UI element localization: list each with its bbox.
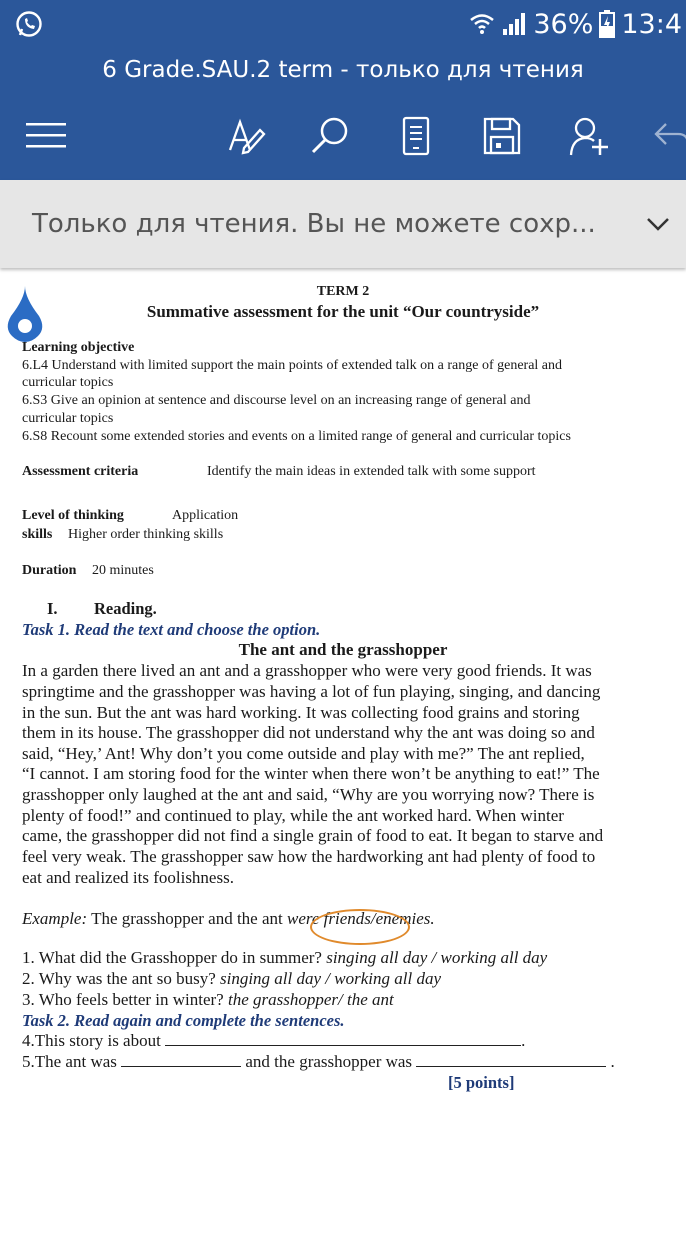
toolbar: [0, 92, 686, 180]
mobile-view-icon: [401, 116, 431, 156]
term-label: TERM 2: [316, 284, 370, 299]
question-3: 3. Who feels better in winter? the grasshopper/ the ant: [22, 990, 394, 1009]
skills-label: skills: [22, 527, 53, 542]
assessment-heading: Summative assessment for the unit “Our countryside”: [146, 302, 540, 321]
undo-icon: [650, 116, 686, 156]
learning-objective-label: Learning objective: [22, 340, 135, 355]
search-button[interactable]: [304, 110, 356, 162]
level-of-thinking-value: Application: [172, 508, 239, 523]
chevron-down-icon[interactable]: [640, 206, 676, 242]
task1-heading: Task 1. Read the text and choose the option.: [22, 620, 321, 639]
duration-value: 20 minutes: [92, 563, 154, 578]
objective-line: curricular topics: [22, 375, 114, 390]
task2-heading: Task 2. Read again and complete the sentences.: [22, 1011, 345, 1030]
water-drop-icon[interactable]: [4, 284, 46, 344]
whatsapp-icon: [14, 9, 44, 39]
skills-value: Higher order thinking skills: [68, 527, 224, 542]
menu-button[interactable]: [20, 110, 72, 162]
objective-line: 6.S8 Recount some extended stories and events on a limited range of general and curricular topics: [22, 429, 571, 444]
example-text: The grasshopper and the ant: [87, 909, 287, 928]
mobile-view-button[interactable]: [390, 110, 442, 162]
search-icon: [309, 115, 351, 157]
question-2: 2. Why was the ant so busy? singing all day / working all day: [22, 969, 441, 988]
signal-icon: [501, 11, 527, 37]
level-of-thinking-label: Level of thinking: [22, 508, 124, 523]
assessment-criteria-label: Assessment criteria: [22, 464, 139, 479]
story-line: feel very weak. The grasshopper saw how the hardworking ant had plenty of food to: [22, 847, 596, 866]
story-line: In a garden there lived an ant and a grasshopper who were very good friends. It was: [22, 661, 592, 680]
story-line: eat and realized its foolishness.: [22, 868, 234, 887]
battery-icon: [599, 10, 615, 38]
share-button[interactable]: [564, 110, 616, 162]
story-title: The ant and the grasshopper: [238, 640, 448, 659]
menu-icon: [24, 121, 68, 151]
save-button[interactable]: [476, 110, 528, 162]
answer-circle-annotation: [310, 909, 410, 945]
section-number: I.: [47, 599, 58, 618]
story-line: in the sun. But the ant was hard working. It was collecting food grains and storing: [22, 703, 580, 722]
story-line: them in its house. The grasshopper did not understand why the ant was doing so and: [22, 723, 595, 742]
objective-line: 6.L4 Understand with limited support the main points of extended talk on a range of general and: [22, 358, 563, 373]
story-line: said, “Hey,’ Ant! Why don’t you come outside and play with me?” The ant replied,: [22, 744, 585, 763]
document-title: 6 Grade.SAU.2 term - только для чтения: [0, 48, 686, 92]
example-label: Example:: [22, 909, 88, 928]
objective-line: curricular topics: [22, 411, 114, 426]
save-icon: [482, 116, 522, 156]
story-line: came, the grasshopper did not find a single grain of food to eat. It began to starve and: [22, 826, 604, 845]
edit-icon: [226, 116, 266, 156]
section-title: Reading.: [94, 599, 157, 618]
assessment-criteria-value: Identify the main ideas in extended talk with some support: [207, 464, 536, 479]
story-line: springtime and the grasshopper was having a lot of fun playing, singing, and dancing: [22, 682, 601, 701]
story-line: plenty of food!” and continued to play, while the ant worked hard. When winter: [22, 806, 564, 825]
wifi-icon: [469, 11, 495, 37]
battery-percent: 36%: [533, 8, 594, 40]
story-line: “I cannot. I am storing food for the winter when there won’t be anything to eat!” The: [22, 764, 600, 783]
undo-button[interactable]: [644, 110, 686, 162]
duration-label: Duration: [22, 563, 77, 578]
clock: 13:4: [621, 8, 682, 40]
question-1: 1. What did the Grasshopper do in summer? singing all day / working all day: [22, 948, 548, 967]
read-only-banner[interactable]: [0, 180, 686, 268]
question-5: 5.The ant was and the grasshopper was .: [22, 1052, 615, 1071]
status-bar: [0, 0, 686, 48]
banner-message: Только для чтения. Вы не можете сохр...: [32, 209, 596, 239]
points-label: [5 points]: [448, 1073, 515, 1092]
question-4: 4.This story is about .: [22, 1031, 526, 1050]
example-option: were friends/enemies.: [287, 909, 435, 928]
share-icon: [569, 115, 611, 157]
edit-button[interactable]: [220, 110, 272, 162]
objective-line: 6.S3 Give an opinion at sentence and discourse level on an increasing range of general and: [22, 393, 531, 408]
story-line: grasshopper only laughed at the ant and said, “Why are you worrying now? There is: [22, 785, 595, 804]
